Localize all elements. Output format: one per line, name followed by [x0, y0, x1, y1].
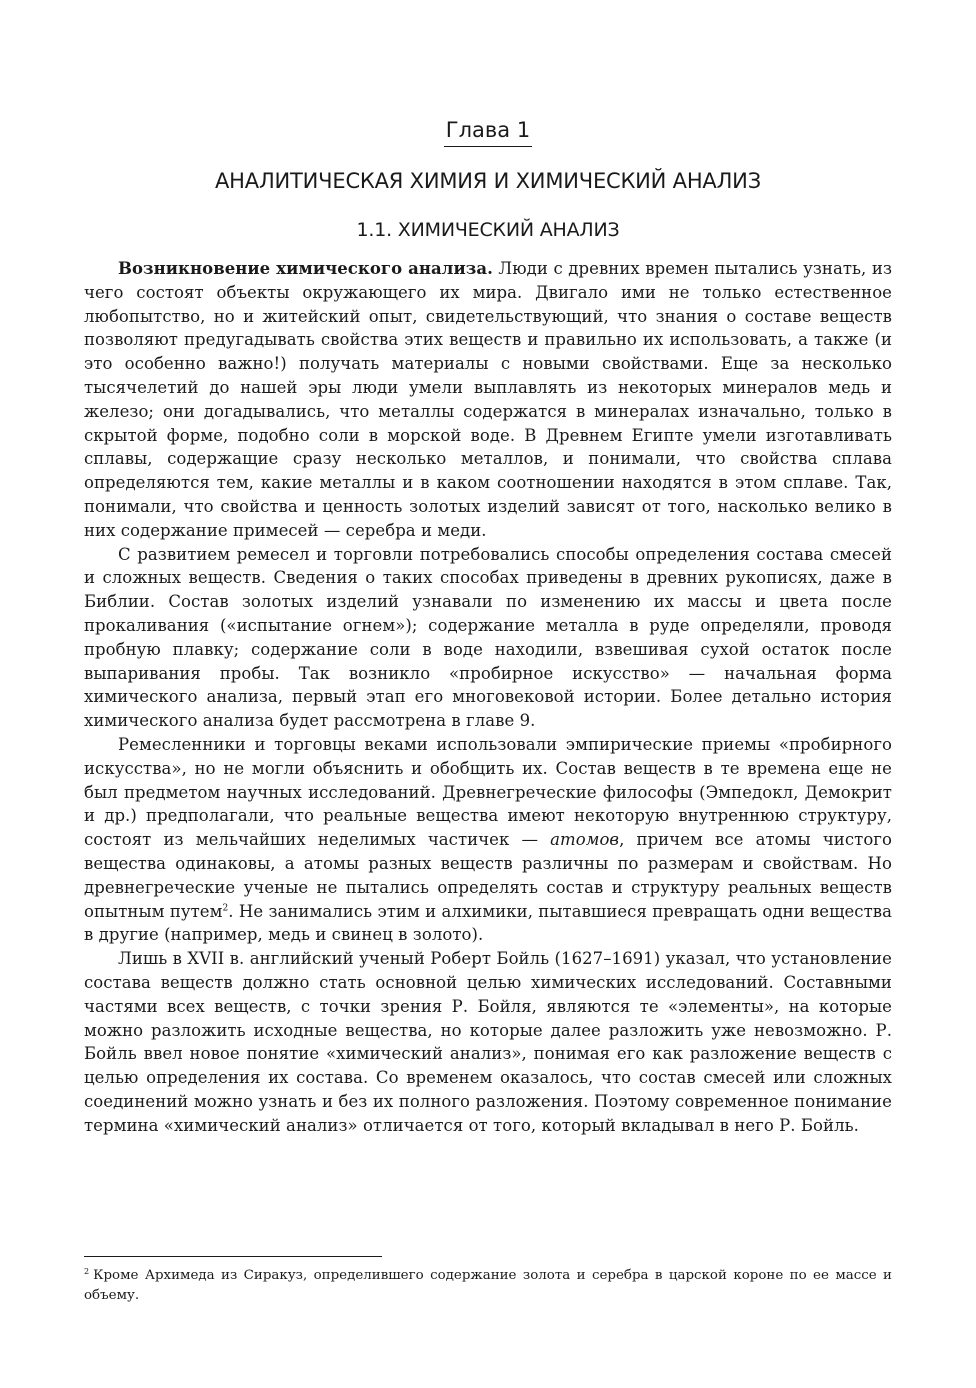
footnote-reference: 2 — [222, 903, 229, 914]
book-page — [84, 0, 892, 1388]
paragraph-lead-heading: Возникновение химического анализа. — [118, 259, 493, 278]
paragraph-3 — [84, 733, 892, 947]
paragraph-4: Лишь в XVII в. английский ученый Роберт Бойль (1627–1691) указал, что установление состава веществ должно стать основной целью химических исследований. Составными частями всех веществ, с точки зрения Р. Бойля, являются те «элементы», на которые можно разложить исходные вещества, но которые далее разложить уже невозможно. Р. Бойль ввел новое понятие «химический анализ», понимая его как разложение веществ с целью определения их состава. Со временем оказалось, что состав смесей или сложных соединений можно узнать и без их полного разложения. Поэтому современное понимание термина «химический анализ» отличается от того, который вкладывал в него Р. Бойль. — [84, 949, 892, 1135]
footnote-mark: 2 — [84, 1266, 90, 1276]
paragraph-1-text: Люди с древних времен пытались узнать, из чего состоят объекты окружающего их мира. Двигало ими не только естественное любопытство, но и житейский опыт, свидетельствующий, что знания о составе веществ позволяют предугадывать свойства этих веществ и правильно их использовать, а также (и это особенно важно!) получать материалы с новыми свойствами. Еще за несколько тысячелетий до нашей эры люди умели выплавлять из некоторых минералов медь и железо; они догадывались, что металлы содержатся в минералах изначально, только в скрытой форме, подобно соли в морской воде. В Древнем Египте умели изготавливать сплавы, содержащие сразу несколько металлов, и понимали, что свойства сплава определяются тем, какие металлы и в каком соотношении находятся в этом сплаве. Так, понимали, что свойства и ценность золотых изделий зависят от того, насколько велико в них содержание примесей — серебра и меди. — [84, 259, 892, 540]
paragraph-3-text-before: Ремесленники и торговцы веками использовали эмпирические приемы «пробирного искусства», но не могли объяснить и обобщить их. Состав веществ в те времена еще не был предметом научных исследований. Древнегреческие философы (Эмпедокл, Демокрит и др.) предполагали, что реальные вещества имеют некоторую внутреннюю структуру, состоят из мельчайших неделимых частичек — — [84, 734, 892, 850]
paragraph-2: С развитием ремесел и торговли потребовались способы определения состава смесей и сложных веществ. Сведения о таких способах приведены в древних рукописях, даже в Библии. Состав золотых изделий узнавали по изменению их массы и цвета после прокаливания («испытание огнем»); содержание металла в руде определяли, проводя пробную плавку; содержание соли в воде находили, взвешивая сухой остаток после выпаривания пробы. Так возникло «пробирное искусство» — начальная форма химического анализа, первый этап его многовековой истории. Более детально история химического анализа будет рассмотрена в главе 9. — [84, 544, 892, 731]
paragraph-3-text-mid: , причем все атомы чистого вещества одинаковы, а атомы разных веществ различны по размерам и свойствам. Но древнегреческие ученые не пытались определять состав и структуру реальных веществ опытным путем — [84, 830, 892, 921]
footnote — [84, 1266, 892, 1306]
chapter-label — [84, 116, 892, 147]
footnote-divider — [84, 1256, 382, 1257]
body-text — [84, 257, 892, 1137]
paragraph-1 — [84, 257, 892, 543]
footnote-text: Кроме Архимеда из Сиракуз, определившего содержание золота и серебра в царской короне по ее массе и объему. — [84, 1268, 892, 1303]
chapter-title: АНАЛИТИЧЕСКАЯ ХИМИЯ И ХИМИЧЕСКИЙ АНАЛИЗ — [215, 169, 761, 193]
italic-term-atoms: атомов — [550, 830, 620, 850]
paragraph-3-text-after: . Не занимались этим и алхимики, пытавшиеся превращать одни вещества в другие (например, медь и свинец в золото). — [84, 901, 893, 945]
chapter-label-text: Глава 1 — [444, 116, 532, 147]
section-title: 1.1. ХИМИЧЕСКИЙ АНАЛИЗ — [356, 219, 620, 241]
